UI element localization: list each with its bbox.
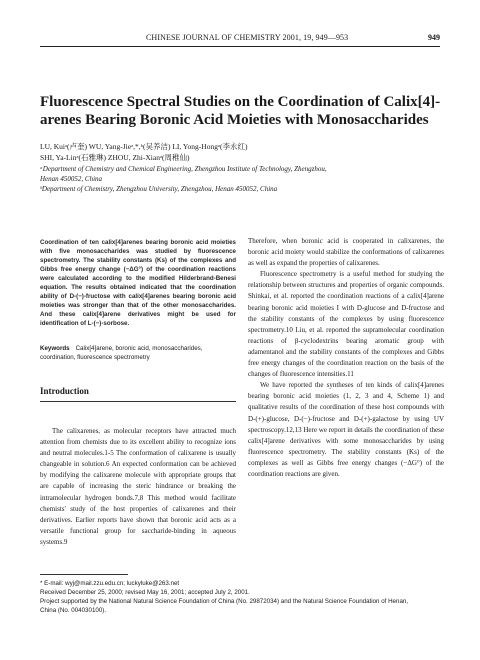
body-column-left [40,426,236,548]
paragraph: We have reported the syntheses of ten kinds of calix[4]arenes bearing boronic acid moieties (1, 2, 3 and 4, Scheme 1) and qualitative results of the coordination of these host compounds with D-(+)-glucose, D-(−)-fructose and D-(+)-galactose by using UV spectroscopy.12,13 Here we report in details the coordination of these calix[4]arene derivatives with some monosaccharides by using fluorescence spectrometry. The stability constants (Ks) of the complexes as well as Gibbs free energy changes (−ΔG°) of the coordination reactions are given. [248,381,444,478]
abstract: Coordination of ten calix[4]arenes bearing boronic acid moieties with five monosaccharides was studied by fluorescence spectrometry. The stability constants (Ks) of the complexes and Gibbs free energy change (−ΔG°) of the coordination reactions were calculated according to the modified Hilderbrand-Benesi equation. The results obtained indicated that the coordination ability of D-(−)-fructose with calix[4]arenes bearing boronic acid moieties was stronger than that of the other monosaccharides. And these calix[4]arene derivatives might be used for identification of L-(−)-sorbose. [40,239,236,327]
affiliations [40,164,460,194]
keywords [40,344,236,362]
section-heading-introduction: Introduction [40,386,89,396]
author-line: LU, Kuiᵃ(卢奎) WU, Yang-Jieᵃ,*,ᵇ(吴养洁) LI, Yong-Hongᵃ(李永红) [40,142,248,151]
affiliation-a: ᵃDepartment of Chemistry and Chemical Engineering, Zhengzhou Institute of Technology, Zhengzhou, [40,165,327,173]
article-title: Fluorescence Spectral Studies on the Coordination of Calix[4]-arenes Bearing Boronic Acid Moieties with Monosaccharides [40,94,441,128]
running-header [40,32,440,47]
paragraph: Fluorescence spectrometry is a useful method for studying the relationship between structures and properties of organic compounds. Shinkai, et al. reported the coordination reactions of a calix[4]arene bearing boronic acid moieties I with D-glucose and D-fructose and the stability constants of the complexes by using fluorescence spectrometry.10 Liu, et al. reported the supramolecular coordination reactions of β-cyclodextrins bearing aromatic group with adamentanol and the stability constants of the complexes and Gibbs free energy changes of the coordination reaction on the basis of the changes of fluorescence intensities.11 [248,270,444,379]
keywords-text: Calix[4]arene, boronic acid, monosaccharides, coordination, fluorescence spectrometry [40,345,203,361]
page-number: 949 [428,33,440,42]
footnote-funding: Project supported by the National Natural Science Foundation of China (No. 29872034) and the Natural Science Foundation of Henan, [40,598,409,605]
body-column-right [248,236,444,480]
affiliation-b: ᵇDepartment of Chemistry, Zhengzhou University, Zhengzhou, Henan 450052, China [40,185,278,193]
keywords-label: Keywords [40,345,70,352]
footnote-divider [40,574,128,575]
paragraph: Therefore, when boronic acid is cooperated in calixarenes, the boronic acid moiety would stabilize the conformations of calixarenes as well as expand the properties of calixarenes. [248,237,444,268]
footnotes [40,579,450,615]
author-list [40,141,460,163]
footnote-received: Received December 25, 2000; revised May 16, 2001; accepted July 2, 2001. [40,589,250,596]
footnote-email: * E-mail: wyj@mail.zzu.edu.cn; luckyluke@263.net [40,580,180,587]
journal-citation: CHINESE JOURNAL OF CHEMISTRY 2001, 19, 949—953 [146,33,349,42]
affiliation-a-cont: Henan 450052, China [40,175,103,183]
paragraph: The calixarenes, as molecular receptors have attracted much attention from chemists due to its excellent ability to recognize ions and neutral molecules.1-5 The conformation of calixarene is usually changeable in solution.6 An expected conformation can be achieved by modifying the calixarene molecule with appropriate groups that are capable of increasing the steric hindrance or breaking the intramolecular hydrogen bonds.7,8 This method would facilitate chemists' study of the host properties of calixarenes and their derivatives. Earlier reports have shown that boronic acid acts as a versatile functional group for saccharide-binding in aqueous systems.9 [40,427,236,546]
section-divider [40,401,236,402]
footnote-funding-cont: China (No. 004030100). [40,607,107,614]
author-line: SHI, Ya-Linᵃ(石雅琳) ZHOU, Zhi-Xianᵃ(周稚仙) [40,153,190,162]
